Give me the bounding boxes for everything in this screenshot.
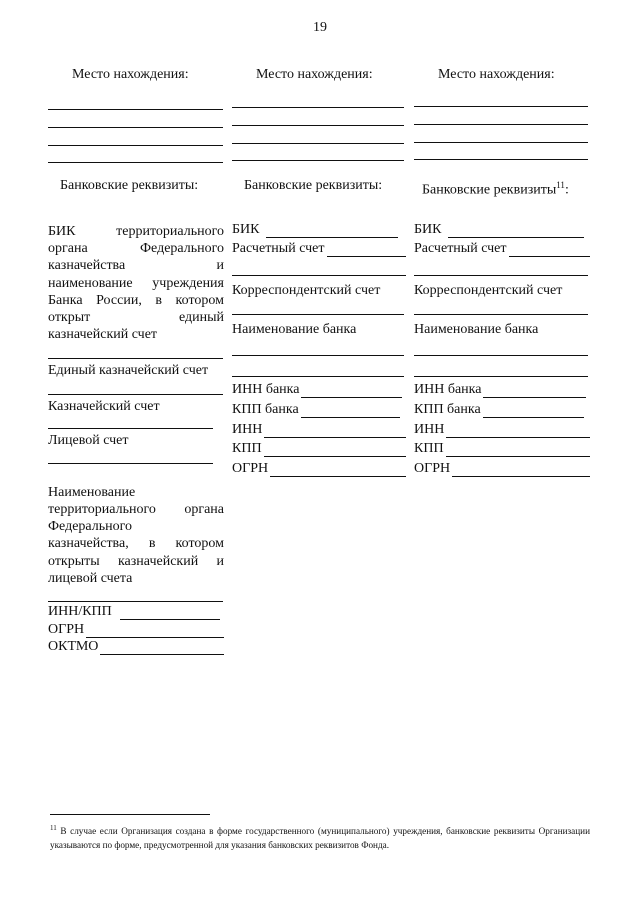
location-line (232, 125, 404, 126)
location-header-3: Место нахождения: (438, 67, 555, 82)
corr-account-label-3: Корреспондентский счет (414, 283, 563, 298)
treasury-bik-line: открыт единый (48, 310, 224, 326)
location-line (48, 145, 223, 146)
ogrn-field[interactable]: ОГРН (48, 622, 224, 638)
bank-kpp-field[interactable]: КПП банка (232, 402, 400, 418)
treasury-bik-line: органа Федерального (48, 241, 224, 257)
kpp-field[interactable]: КПП (232, 441, 406, 457)
treasury-name-line: Наименование (48, 485, 136, 500)
settlement-account-field-3[interactable]: Расчетный счет (414, 241, 590, 257)
bank-name-blank (232, 376, 404, 377)
footnote-separator (50, 814, 210, 815)
location-line (414, 106, 588, 107)
location-line (48, 127, 223, 128)
settlement-account-blank-3 (414, 275, 588, 276)
bank-name-blank-3 (414, 376, 588, 377)
corr-account-label: Корреспондентский счет (232, 283, 381, 298)
single-treasury-blank (48, 394, 223, 395)
location-line (414, 124, 588, 125)
treasury-name-line: казначейства, в котором (48, 536, 224, 552)
personal-account-label: Лицевой счет (48, 433, 129, 448)
treasury-bik-line: Банка России, в котором (48, 292, 224, 308)
bank-inn-field[interactable]: ИНН банка (232, 382, 402, 398)
treasury-bik-line: казначейства и (48, 258, 224, 274)
treasury-name-line: Федерального (48, 519, 133, 535)
location-line (414, 159, 588, 160)
location-line (232, 107, 404, 108)
treasury-account-label: Казначейский счет (48, 399, 160, 414)
page-number: 19 (313, 20, 327, 35)
treasury-bik-line: БИК территориального (48, 224, 224, 239)
settlement-account-field[interactable]: Расчетный счет (232, 241, 406, 257)
treasury-name-blank (48, 601, 223, 602)
footnote-marker: 11 (50, 824, 57, 832)
inn-field[interactable]: ИНН (232, 422, 406, 438)
ogrn-field-2[interactable]: ОГРН (232, 461, 406, 477)
kpp-field-3[interactable]: КПП (414, 441, 590, 457)
treasury-account-blank (48, 428, 213, 429)
bik-field-3[interactable]: БИК (414, 222, 584, 238)
bank-details-header-2: Банковские реквизиты: (244, 178, 383, 193)
bank-name-blank-3 (414, 355, 588, 356)
treasury-name-block (48, 484, 224, 587)
ogrn-field-3[interactable]: ОГРН (414, 461, 590, 477)
settlement-account-blank (232, 275, 406, 276)
footnote (50, 821, 590, 852)
personal-account-blank (48, 463, 213, 464)
location-line (48, 109, 223, 110)
footnote-text: В случае если Организация создана в форме государственного (муниципального) учреждения, банковские реквизиты Организации указываются по форме, предусмотренной для указания банковских реквизитов Фонда. (50, 826, 590, 851)
bank-kpp-field-3[interactable]: КПП банка (414, 402, 584, 418)
corr-account-blank (232, 314, 404, 315)
treasury-bik-block (48, 223, 224, 343)
treasury-name-line: лицевой счета (48, 570, 133, 586)
location-line (232, 143, 404, 144)
bank-name-blank (232, 355, 404, 356)
bank-details-header-1: Банковские реквизиты: (60, 178, 199, 193)
treasury-bik-line-blank (48, 358, 223, 359)
location-header-1: Место нахождения: (72, 67, 189, 82)
inn-kpp-field[interactable]: ИНН/КПП (48, 604, 220, 620)
bik-field[interactable]: БИК (232, 222, 398, 238)
single-treasury-label: Единый казначейский счет (48, 363, 209, 378)
bank-name-label-3: Наименование банка (414, 322, 539, 337)
bank-name-label: Наименование банка (232, 322, 357, 337)
corr-account-blank-3 (414, 314, 588, 315)
treasury-bik-line: наименование учреждения (48, 275, 224, 291)
location-line (414, 142, 588, 143)
bank-details-header-3: Банковские реквизиты$^{11}$: (422, 180, 569, 198)
location-line (232, 160, 404, 161)
location-line (48, 162, 223, 163)
oktmo-field[interactable]: ОКТМО (48, 639, 224, 655)
bank-inn-field-3[interactable]: ИНН банка (414, 382, 586, 398)
footnote-ref: 11 (556, 180, 565, 190)
treasury-name-line: открыты казначейский и (48, 553, 224, 569)
inn-field-3[interactable]: ИНН (414, 422, 590, 438)
treasury-bik-line: казначейский счет (48, 327, 158, 343)
location-header-2: Место нахождения: (256, 67, 373, 82)
treasury-name-line: территориального органа (48, 502, 224, 517)
